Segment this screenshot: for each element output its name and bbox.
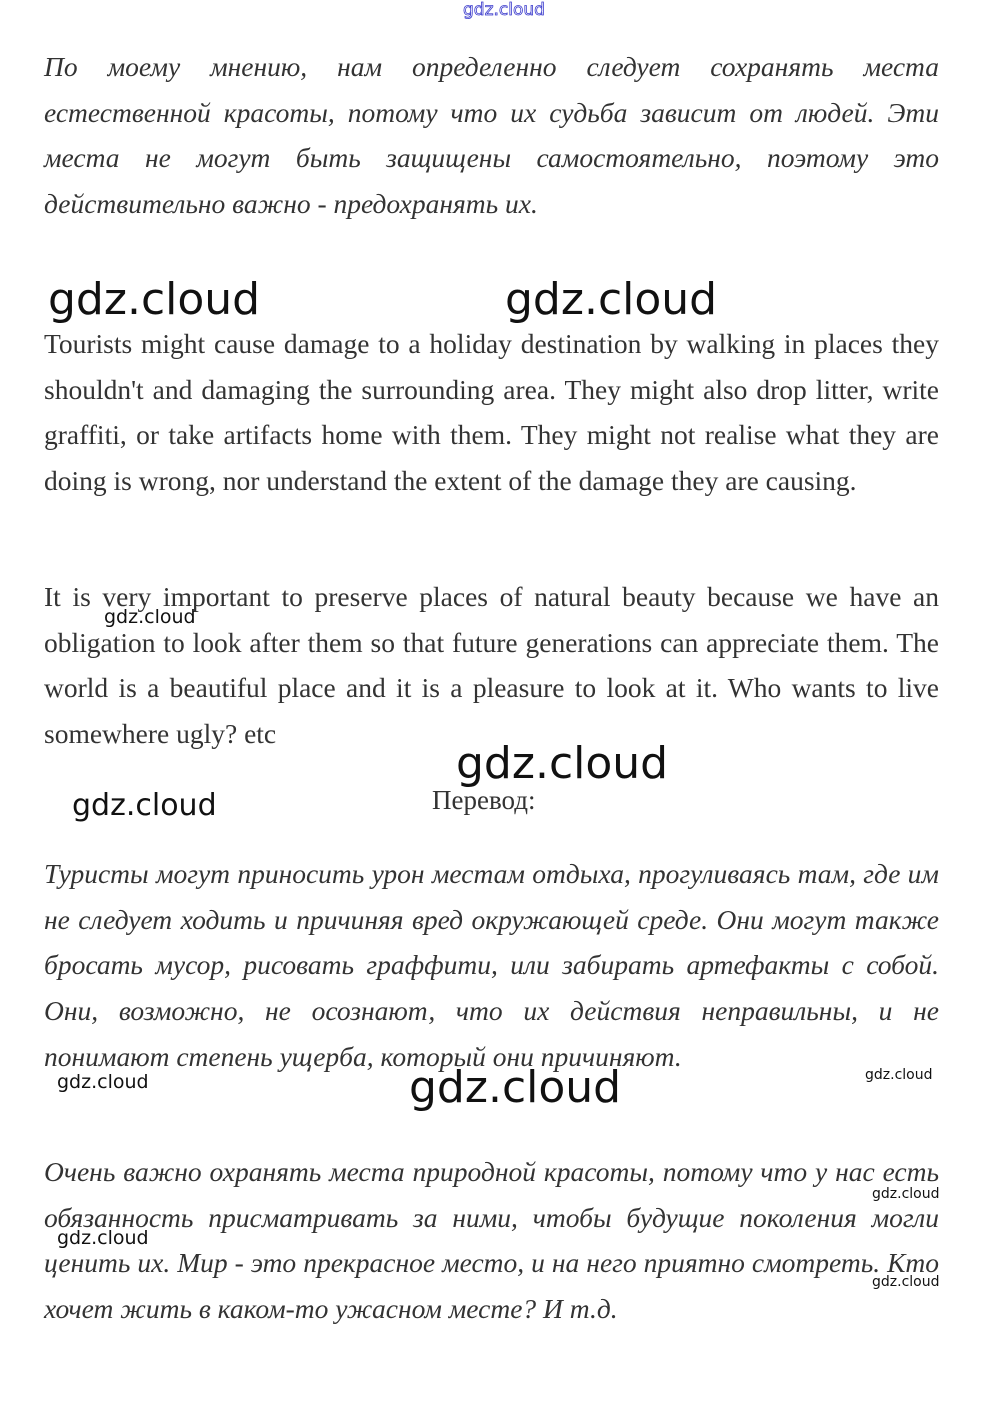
watermark-top: gdz.cloud [463, 0, 545, 20]
watermark: gdz.cloud [72, 788, 217, 823]
watermark: gdz.cloud [865, 1067, 933, 1083]
watermark: gdz.cloud [48, 274, 261, 325]
watermark: gdz.cloud [57, 1071, 149, 1093]
paragraph-en-preserve: It is very important to preserve places of natural beauty because we have an obligation to look after them so that future generations can appreciate them. The world is a beautiful place and it is a pleasure to look at it. Who wants to live somewhere ugly? etc [44, 581, 939, 750]
watermark: gdz.cloud [505, 274, 718, 325]
watermark: gdz.cloud [872, 1186, 940, 1202]
watermark: gdz.cloud [57, 1227, 149, 1249]
paragraph-ru-opinion: По моему мнению, нам определенно следует сохранять места естественной красоты, потому что их судьба зависит от людей. Эти места не могут быть защищены самостоятельно, поэтому это действительно важно - предохранять их. [44, 51, 939, 220]
watermark: gdz.cloud [872, 1274, 940, 1290]
translation-heading: Перевод: [432, 785, 536, 815]
paragraph-ru-tourists: Туристы могут приносить урон местам отдыха, прогуливаясь там, где им не следует ходить и причиняя вред окружающей среде. Они могут также бросать мусор, рисовать граффити, или забирать артефакты с собой. Они, возможно, не осознают, что их действия неправильны, и не понимают степень ущерба, который они причиняют. [44, 858, 939, 1072]
paragraph-ru-preserve: Очень важно охранять места природной красоты, потому что у нас есть обязанность присматривать за ними, чтобы будущие поколения могли ценить их. Мир - это прекрасное место, и на него приятно смотреть. Кто хочет жить в каком-то ужасном месте? И т.д. [44, 1156, 939, 1325]
watermark: gdz.cloud [409, 1062, 622, 1113]
watermark: gdz.cloud [456, 738, 669, 789]
watermark: gdz.cloud [104, 606, 196, 628]
paragraph-en-tourists: Tourists might cause damage to a holiday destination by walking in places they shouldn't and damaging the surrounding area. They might also drop litter, write graffiti, or take artifacts home with them. They might not realise what they are doing is wrong, nor understand the extent of the damage they are causing. [44, 328, 939, 497]
